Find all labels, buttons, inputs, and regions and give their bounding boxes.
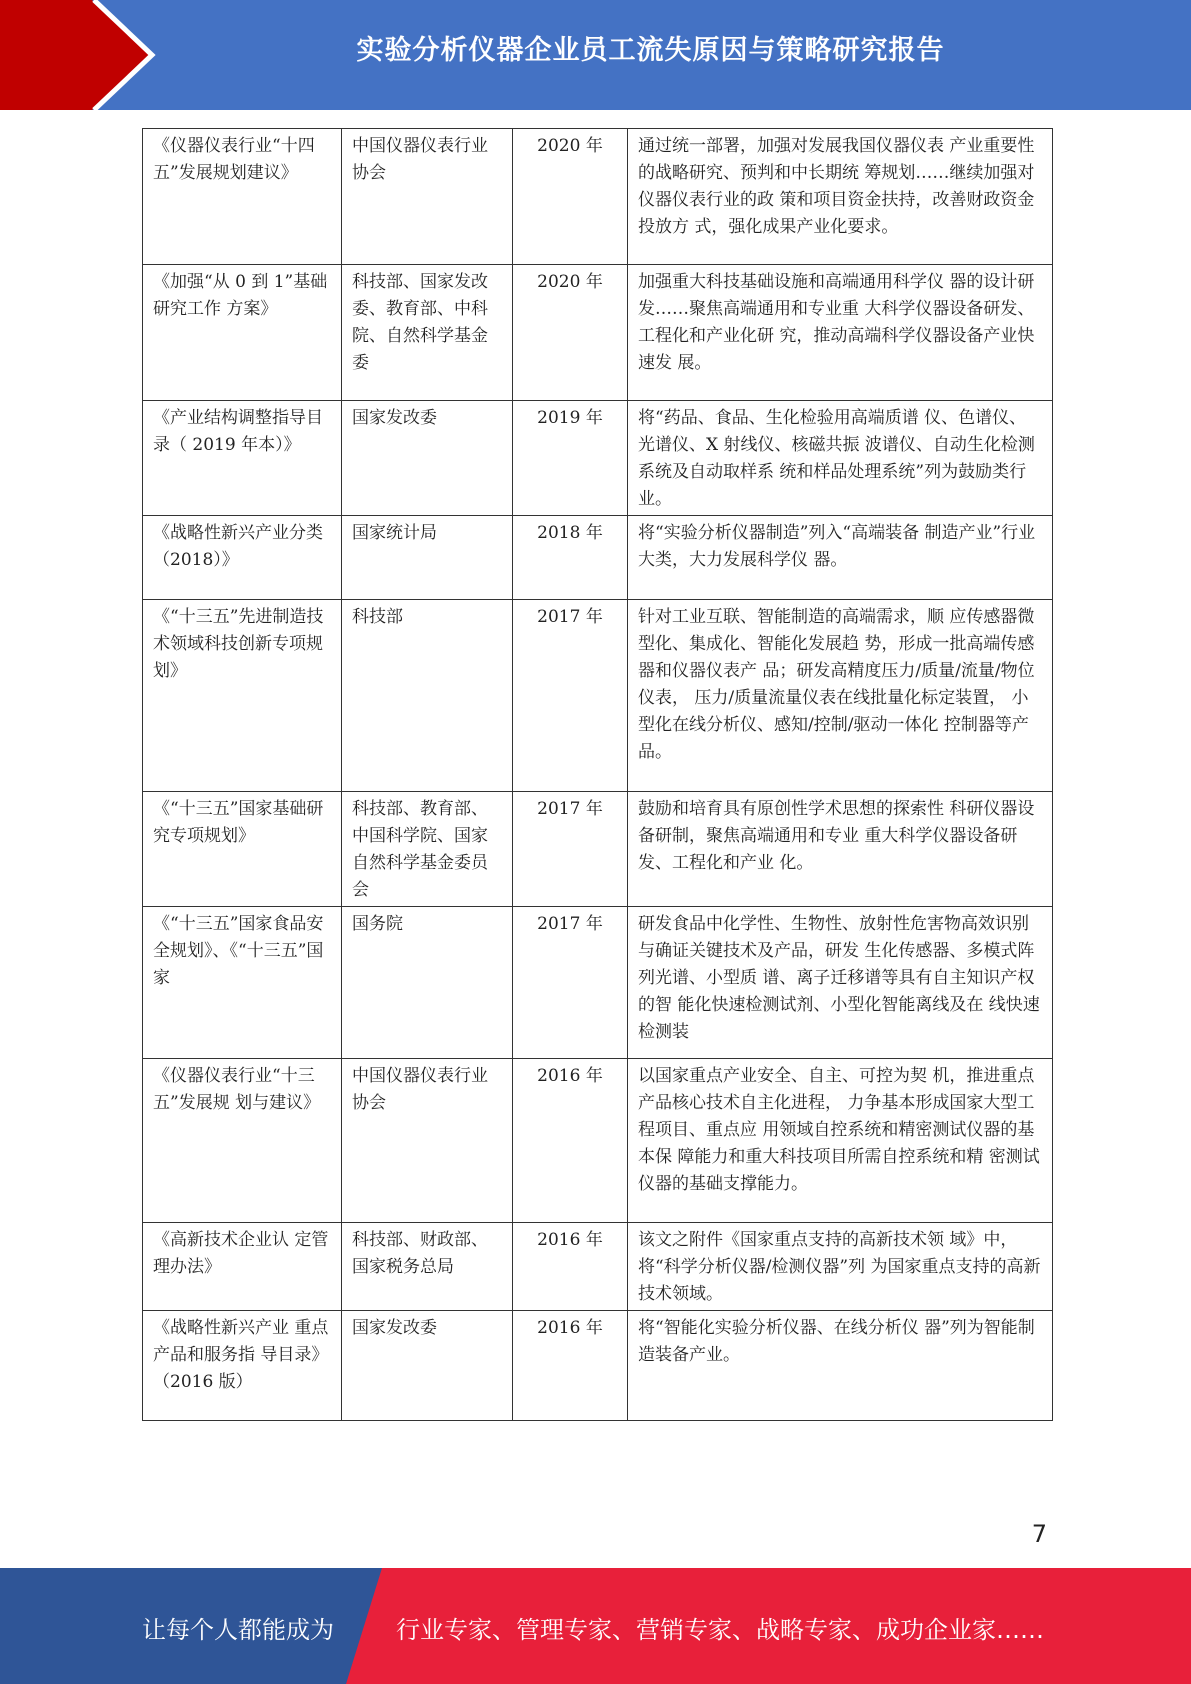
footer-slogan-right: 行业专家、管理专家、营销专家、战略专家、成功企业家…… [396,1616,1044,1644]
year-cell: 2017 年 [513,792,628,907]
content-cell: 将“药品、食品、生化检验用高端质谱 仪、色谱仪、光谱仪、X 射线仪、核磁共振 波谱仪、自动生化检测系统及自动取样系 统和样品处理系统”列为鼓励类行业。 [628,401,1053,516]
table-row [143,129,1053,265]
content-cell: 通过统一部署，加强对发展我国仪器仪表 产业重要性的战略研究、预判和中长期统 筹规划……继续加强对仪器仪表行业的政 策和项目资金扶持，改善财政资金投放方 式，强化成果产业化要求。 [628,129,1053,265]
document-cell: 《加强“从 0 到 1”基础研究工作 方案》 [143,265,342,401]
footer-slogan-left: 让每个人都能成为 [142,1616,334,1644]
document-cell: 《战略性新兴产业 重点产品和服务指 导目录》（2016 版） [143,1311,342,1421]
org-cell: 科技部 [342,600,513,792]
content-cell: 鼓励和培育具有原创性学术思想的探索性 科研仪器设备研制，聚焦高端通用和专业 重大科学仪器设备研发、工程化和产业 化。 [628,792,1053,907]
table-row [143,265,1053,401]
header-banner [0,0,1191,110]
content-text: 研发食品中化学性、生物性、放射性危害物高效识别与确证关键技术及产品，研发 生化传感器、多模式阵列光谱、小型质 谱、离子迁移谱等具有自主知识产权的智 能化快速检测试剂、小型化智能离线及在 线快速检测装 [638,914,1040,1042]
table-row [143,516,1053,600]
document-cell: 《战略性新兴产业分类（2018）》 [143,516,342,600]
table-row [143,1059,1053,1223]
year-cell: 2017 年 [513,907,628,1059]
document-cell [143,907,342,1059]
table-row [143,600,1053,792]
year-cell: 2016 年 [513,1059,628,1223]
document-cell: 《产业结构调整指导目录（ 2019 年本）》 [143,401,342,516]
document-cell: 《仪器仪表行业“十三五”发展规 划与建议》 [143,1059,342,1223]
document-cell: 《高新技术企业认 定管理办法》 [143,1223,342,1311]
document-cell: 《“十三五”先进制造技术领域科技创新专项规划》 [143,600,342,792]
org-cell: 国家发改委 [342,1311,513,1421]
year-cell: 2017 年 [513,600,628,792]
table-row [143,1311,1053,1421]
year-cell: 2016 年 [513,1223,628,1311]
report-title: 实验分析仪器企业员工流失原因与策略研究报告 [356,35,945,66]
org-cell: 科技部、国家发改委、教育部、中科院、自然科学基金委 [342,265,513,401]
org-cell: 科技部、教育部、中国科学院、国家自然科学基金委员会 [342,792,513,907]
page-number: 7 [1031,1520,1047,1548]
org-cell: 国家统计局 [342,516,513,600]
content-cell: 针对工业互联、智能制造的高端需求，顺 应传感器微型化、集成化、智能化发展趋 势，形成一批高端传感器和仪器仪表产 品；研发高精度压力/质量/流量/物位仪表， 压力/质量流量仪表在线批量化标定装置， 小型化在线分析仪、感知/控制/驱动一体化 控制器等产品。 [628,600,1053,792]
content-cell [628,907,1053,1059]
content-cell: 该文之附件《国家重点支持的高新技术领 域》中，将“科学分析仪器/检测仪器”列 为国家重点支持的高新技术领域。 [628,1223,1053,1311]
year-cell: 2019 年 [513,401,628,516]
year-cell: 2020 年 [513,265,628,401]
content-cell: 以国家重点产业安全、自主、可控为契 机，推进重点产品核心技术自主化进程， 力争基本形成国家大型工程项目、重点应 用领域自控系统和精密测试仪器的基本保 障能力和重大科技项目所需自控系统和精 密测试仪器的基础支撑能力。 [628,1059,1053,1223]
content-cell: 加强重大科技基础设施和高端通用科学仪 器的设计研发……聚焦高端通用和专业重 大科学仪器设备研发、工程化和产业化研 究，推动高端科学仪器设备产业快速发 展。 [628,265,1053,401]
table-row [143,1223,1053,1311]
year-cell: 2018 年 [513,516,628,600]
content-cell: 将“智能化实验分析仪器、在线分析仪 器”列为智能制造装备产业。 [628,1311,1053,1421]
table-row [143,792,1053,907]
org-cell: 中国仪器仪表行业协会 [342,129,513,265]
org-cell: 国务院 [342,907,513,1059]
document-text: 《“十三五”国家食品安全规划》、《“十三五”国家 [153,914,324,988]
document-cell: 《“十三五”国家基础研究专项规划》 [143,792,342,907]
org-cell: 科技部、财政部、国家税务总局 [342,1223,513,1311]
policy-table [142,128,1053,1421]
org-cell: 中国仪器仪表行业协会 [342,1059,513,1223]
content-cell: 将“实验分析仪器制造”列入“高端装备 制造产业”行业大类，大力发展科学仪 器。 [628,516,1053,600]
org-cell: 国家发改委 [342,401,513,516]
footer-banner [0,1568,1191,1684]
year-cell: 2020 年 [513,129,628,265]
table-row [143,907,1053,1059]
year-cell: 2016 年 [513,1311,628,1421]
table-row [143,401,1053,516]
document-cell: 《仪器仪表行业“十四五”发展规划建议》 [143,129,342,265]
